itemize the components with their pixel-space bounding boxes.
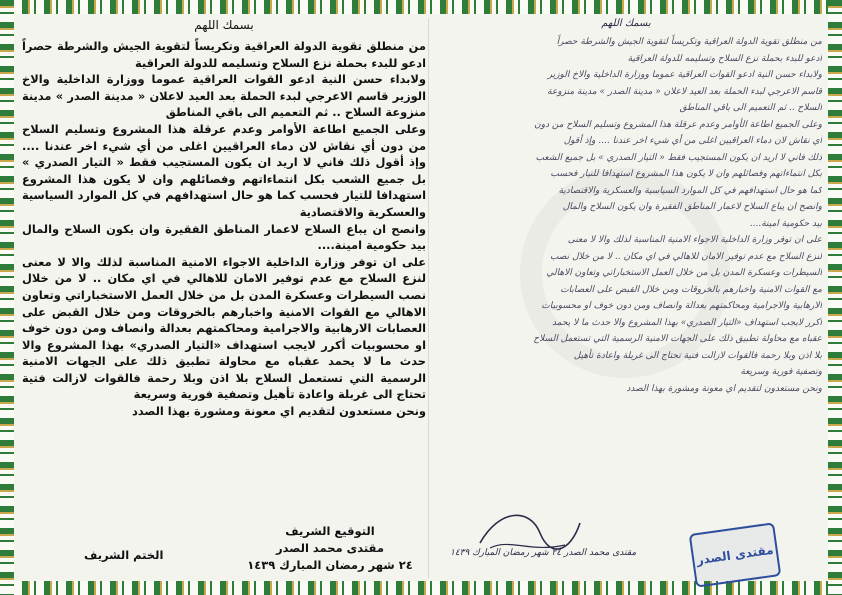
typed-paragraph: ولابداء حسن النية ادعو القوات العراقية عموما ووزارة الداخلية والاخ الوزير قاسم الاعرجي لبدء الحملة بعد العيد لاعلان « مدينة الصدر » مدينة منزوعة السلاح .. ثم التعميم الى باقي المناطق [22,72,426,120]
handwritten-line: السيطرات وعسكرة المدن بل من خلال العمل الاستخباراتي وتعاون الاهالي [546,268,822,278]
typed-letter [22,18,426,578]
typed-basmala: بسمك اللهم [194,18,254,32]
handwritten-letter [430,18,822,578]
handwritten-line: وانصح ان يباع السلاح لاعمار المناطق الفقيرة وان يكون السلاح والمال [562,202,822,212]
handwritten-line: ادعو للبدء بحملة نزع السلاح وتسليمه للدولة العراقية [627,53,822,64]
handwritten-line: مع القوات الامنية واخبارهم بالخروقات ومن خلال القبض على العصابات [560,284,822,295]
official-stamp [689,522,782,587]
handwritten-line: بكل انتماءاتهم وفصائلهم وان لا يكون هذا المشروع استهدافا للتيار فحسب [550,169,822,179]
signature-block [240,523,420,574]
decorative-border-right [828,0,842,595]
handwritten-line: كما هو حال استهدافهم في كل الموارد السياسية والعسكرية والاقتصادية [558,185,822,196]
typed-paragraph: ونحن مستعدون لتقديم اي معونة ومشورة بهذا الصدد [131,404,426,419]
handwritten-line: ولابداء حسن النية ادعو القوات العراقية عموما ووزارة الداخلية والاخ الوزير [547,70,822,80]
handwritten-body [430,34,822,397]
typed-paragraph: وانصح ان يباع السلاح لاعمار المناطق الفقيرة وان يكون السلاح والمال بيد حكومية امينة.... [22,221,426,253]
decorative-border-top [0,0,842,14]
seal-label: الختم الشريف [84,548,164,562]
handwritten-line: وعلى الجميع اطاعة الأوامر وعدم عرقلة هذا المشروع وتسليم السلاح من دون [534,119,822,130]
decorative-border-left [0,0,14,595]
handwritten-line: على ان توفر وزارة الداخلية الاجواء الامنية المناسبة لذلك والا لا معنى [567,235,822,245]
page-divider [428,18,429,578]
handwritten-line: بيد حكومية امينة.... [749,218,822,229]
handwritten-line: الارهابية والاجرامية ومحاكمتهم بعدالة وانصاف ومن دون خوف او محسوبيات [541,301,822,311]
signature-label: التوقيع الشريف [285,524,375,538]
handwritten-line: بلا اذن وبلا رحمة فالقوات لازالت فتية تحتاج الى غربلة واعادة تأهيل [573,350,822,361]
handwritten-line: ذلك فاني لا اريد ان يكون المستجيب فقط « التيار الصدري » بل جميع الشعب [535,152,822,163]
handwritten-line: من منطلق تقوية الدولة العراقية وتكريساً لتقوية الجيش والشرطة حصراً [556,37,822,47]
typed-paragraph: على ان توفر وزارة الداخلية الاجواء الامنية المناسبة لذلك والا لا معنى لنزع السلاح مع عدم توفير الامان للاهالي في اي مكان .. لا من خلال نصب السيطرات وعسكرة المدن بل من خلال العمل الاستخباراتي وتعاون الاهالي مع القوات الامنية واخبارهم بالخروقات ومن خلال القبض على العصابات الارهابية والاجرامية ومحاكمتهم بعدالة وانصاف ومن دون خوف او محسوبيات أكرر لايجب استهداف «التيار الصدري» بهذا المشروع والا حدث ما لا يحمد عقباه مع محاولة تطبيق ذلك على الجهات الامنية الرسمية التي تستعمل السلاح بلا اذن وبلا رحمة فالقوات لازالت فتية تحتاج الى غربلة واعادة تأهيل وتصفية فورية وسريعة [22,254,426,402]
handwritten-line: أكرر لايجب استهداف «التيار الصدري» بهذا المشروع والا حدث ما لا يحمد [552,317,822,328]
handwritten-line: أي نقاش لان دماء العراقيين اغلى من أي شيء اخر عندنا .... وإذ أقول [563,136,822,146]
handwritten-line: وتصفية فورية وسريعة [740,367,822,377]
signer-name: مقتدى محمد الصدر [276,541,384,555]
letter-date: ٢٤ شهر رمضان المبارك ١٤٣٩ [247,558,413,572]
handwritten-line: لنزع السلاح مع عدم توفير الامان للاهالي في اي مكان .. لا من خلال نصب [550,251,822,262]
typed-body [22,38,426,420]
typed-paragraph: من منطلق تقوية الدولة العراقية وتكريساً لتقوية الجيش والشرطة حصراً ادعو للبدء بحملة نزع السلاح وتسليمه للدولة العراقية [22,39,426,70]
handwritten-line: قاسم الاعرجي لبدء الحملة بعد العيد لاعلان « مدينة الصدر » مدينة منزوعة [547,86,822,97]
stamp-text: مقتدى الصدر [695,542,775,568]
typed-paragraph: وعلى الجميع اطاعة الأوامر وعدم عرقلة هذا المشروع وتسليم السلاح من دون أي نقاش لان دماء العراقيين اغلى من أي شيء اخر عندنا .... وإذ أقول ذلك فاني لا اريد ان يكون المستجيب فقط « التيار الصدري » بل جميع الشعب بكل انتماءاتهم وفصائلهم وان لا يكون هذا المشروع استهدافا للتيار فحسب كما هو حال استهدافهم في كل الموارد السياسية والعسكرية والاقتصادية [22,121,426,219]
handwritten-basmala: بسمك اللهم [601,18,651,29]
handwritten-line: ونحن مستعدون لتقديم اي معونة ومشورة بهذا الصدد [626,383,822,394]
handwritten-signature-text: مقتدى محمد الصدر ٢٤ شهر رمضان المبارك ١٤٣٩ [450,548,637,558]
handwritten-line: عقباه مع محاولة تطبيق ذلك على الجهات الامنية الرسمية التي تستعمل السلاح [533,334,822,344]
handwritten-line: السلاح .. ثم التعميم الى باقي المناطق [679,103,822,113]
